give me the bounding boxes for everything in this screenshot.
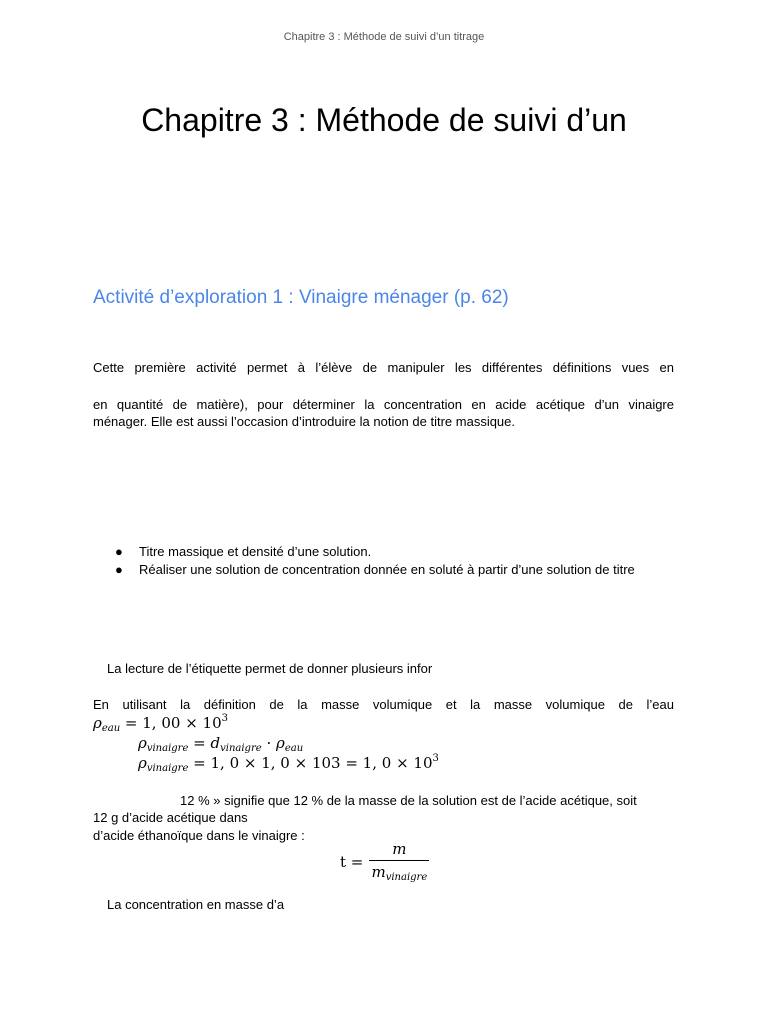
denominator-symbol: m <box>371 863 386 881</box>
list-item <box>115 561 635 579</box>
skills-list <box>115 543 635 578</box>
rho-symbol: ρ <box>93 714 102 732</box>
rho-vinaigre-value <box>138 753 439 774</box>
dot-operator: · <box>261 734 276 752</box>
denominator-subscript: vinaigre <box>385 872 428 883</box>
exponent: 3 <box>221 713 228 724</box>
fraction-body <box>369 840 429 883</box>
list-item <box>115 543 635 561</box>
density-definition-line: En utilisant la définition de la masse volumique et la masse volumique de l’eau <box>93 697 674 712</box>
chapter-title: Chapitre 3 : Méthode de suivi d’un <box>141 102 627 138</box>
rho-subscript: vinaigre <box>146 743 189 754</box>
d-symbol: d <box>210 734 221 752</box>
fraction-numerator: m <box>392 840 407 858</box>
concentration-sentence: La concentration en masse d’a <box>107 897 285 912</box>
intro-paragraph-line-3: ménager. Elle est aussi l’occasion d’introduire la notion de titre massique. <box>93 414 516 429</box>
rho-symbol: ρ <box>138 734 147 752</box>
rho-vinaigre-formula <box>138 734 303 754</box>
intro-paragraph-line-1: Cette première activité permet à l’élève de manipuler les différentes définitions vues en <box>93 360 674 375</box>
intro-paragraph-line-2: en quantité de matière), pour déterminer la concentration en acide acétique d’un vinaigre <box>93 397 674 412</box>
percent-sentence-line-2: 12 g d’acide acétique dans <box>93 810 248 825</box>
fraction-lhs: t = <box>340 852 364 871</box>
list-item-text: Titre massique et densité d’une solution. <box>139 544 372 559</box>
list-item-text: Réaliser une solution de concentration donnée en soluté à partir d’une solution de titre <box>139 561 635 577</box>
label-reading-sentence: La lecture de l’étiquette permet de donner plusieurs infor <box>107 661 433 676</box>
activity-heading: Activité d’exploration 1 : Vinaigre ménager (p. 62) <box>93 287 509 308</box>
rho-eau-equation <box>93 713 228 734</box>
bullet-marker: ● <box>115 544 123 559</box>
rho-symbol: ρ <box>275 734 285 752</box>
rho-subscript: eau <box>284 743 304 754</box>
bullet-marker: ● <box>115 561 123 577</box>
percent-sentence-line-1: 12 % » signifie que 12 % de la masse de la solution est de l’acide acétique, soit <box>180 793 637 808</box>
equals-sign: = <box>188 734 211 752</box>
d-subscript: vinaigre <box>220 743 262 754</box>
mass-fraction-formula <box>340 840 429 883</box>
rho-subscript: vinaigre <box>146 763 189 774</box>
running-header: Chapitre 3 : Méthode de suivi d’un titrage <box>283 31 485 43</box>
fraction-denominator <box>371 861 427 883</box>
rho-vinaigre-numeric: = 1, 0 × 1, 0 × 103 = 1, 0 × 10 <box>188 754 433 772</box>
rho-subscript: eau <box>101 723 121 734</box>
percent-sentence-line-3: d’acide éthanoïque dans le vinaigre : <box>93 828 305 843</box>
rho-symbol: ρ <box>138 754 147 772</box>
rho-eau-value: = 1, 00 × 10 <box>120 714 222 732</box>
exponent: 3 <box>432 753 439 764</box>
